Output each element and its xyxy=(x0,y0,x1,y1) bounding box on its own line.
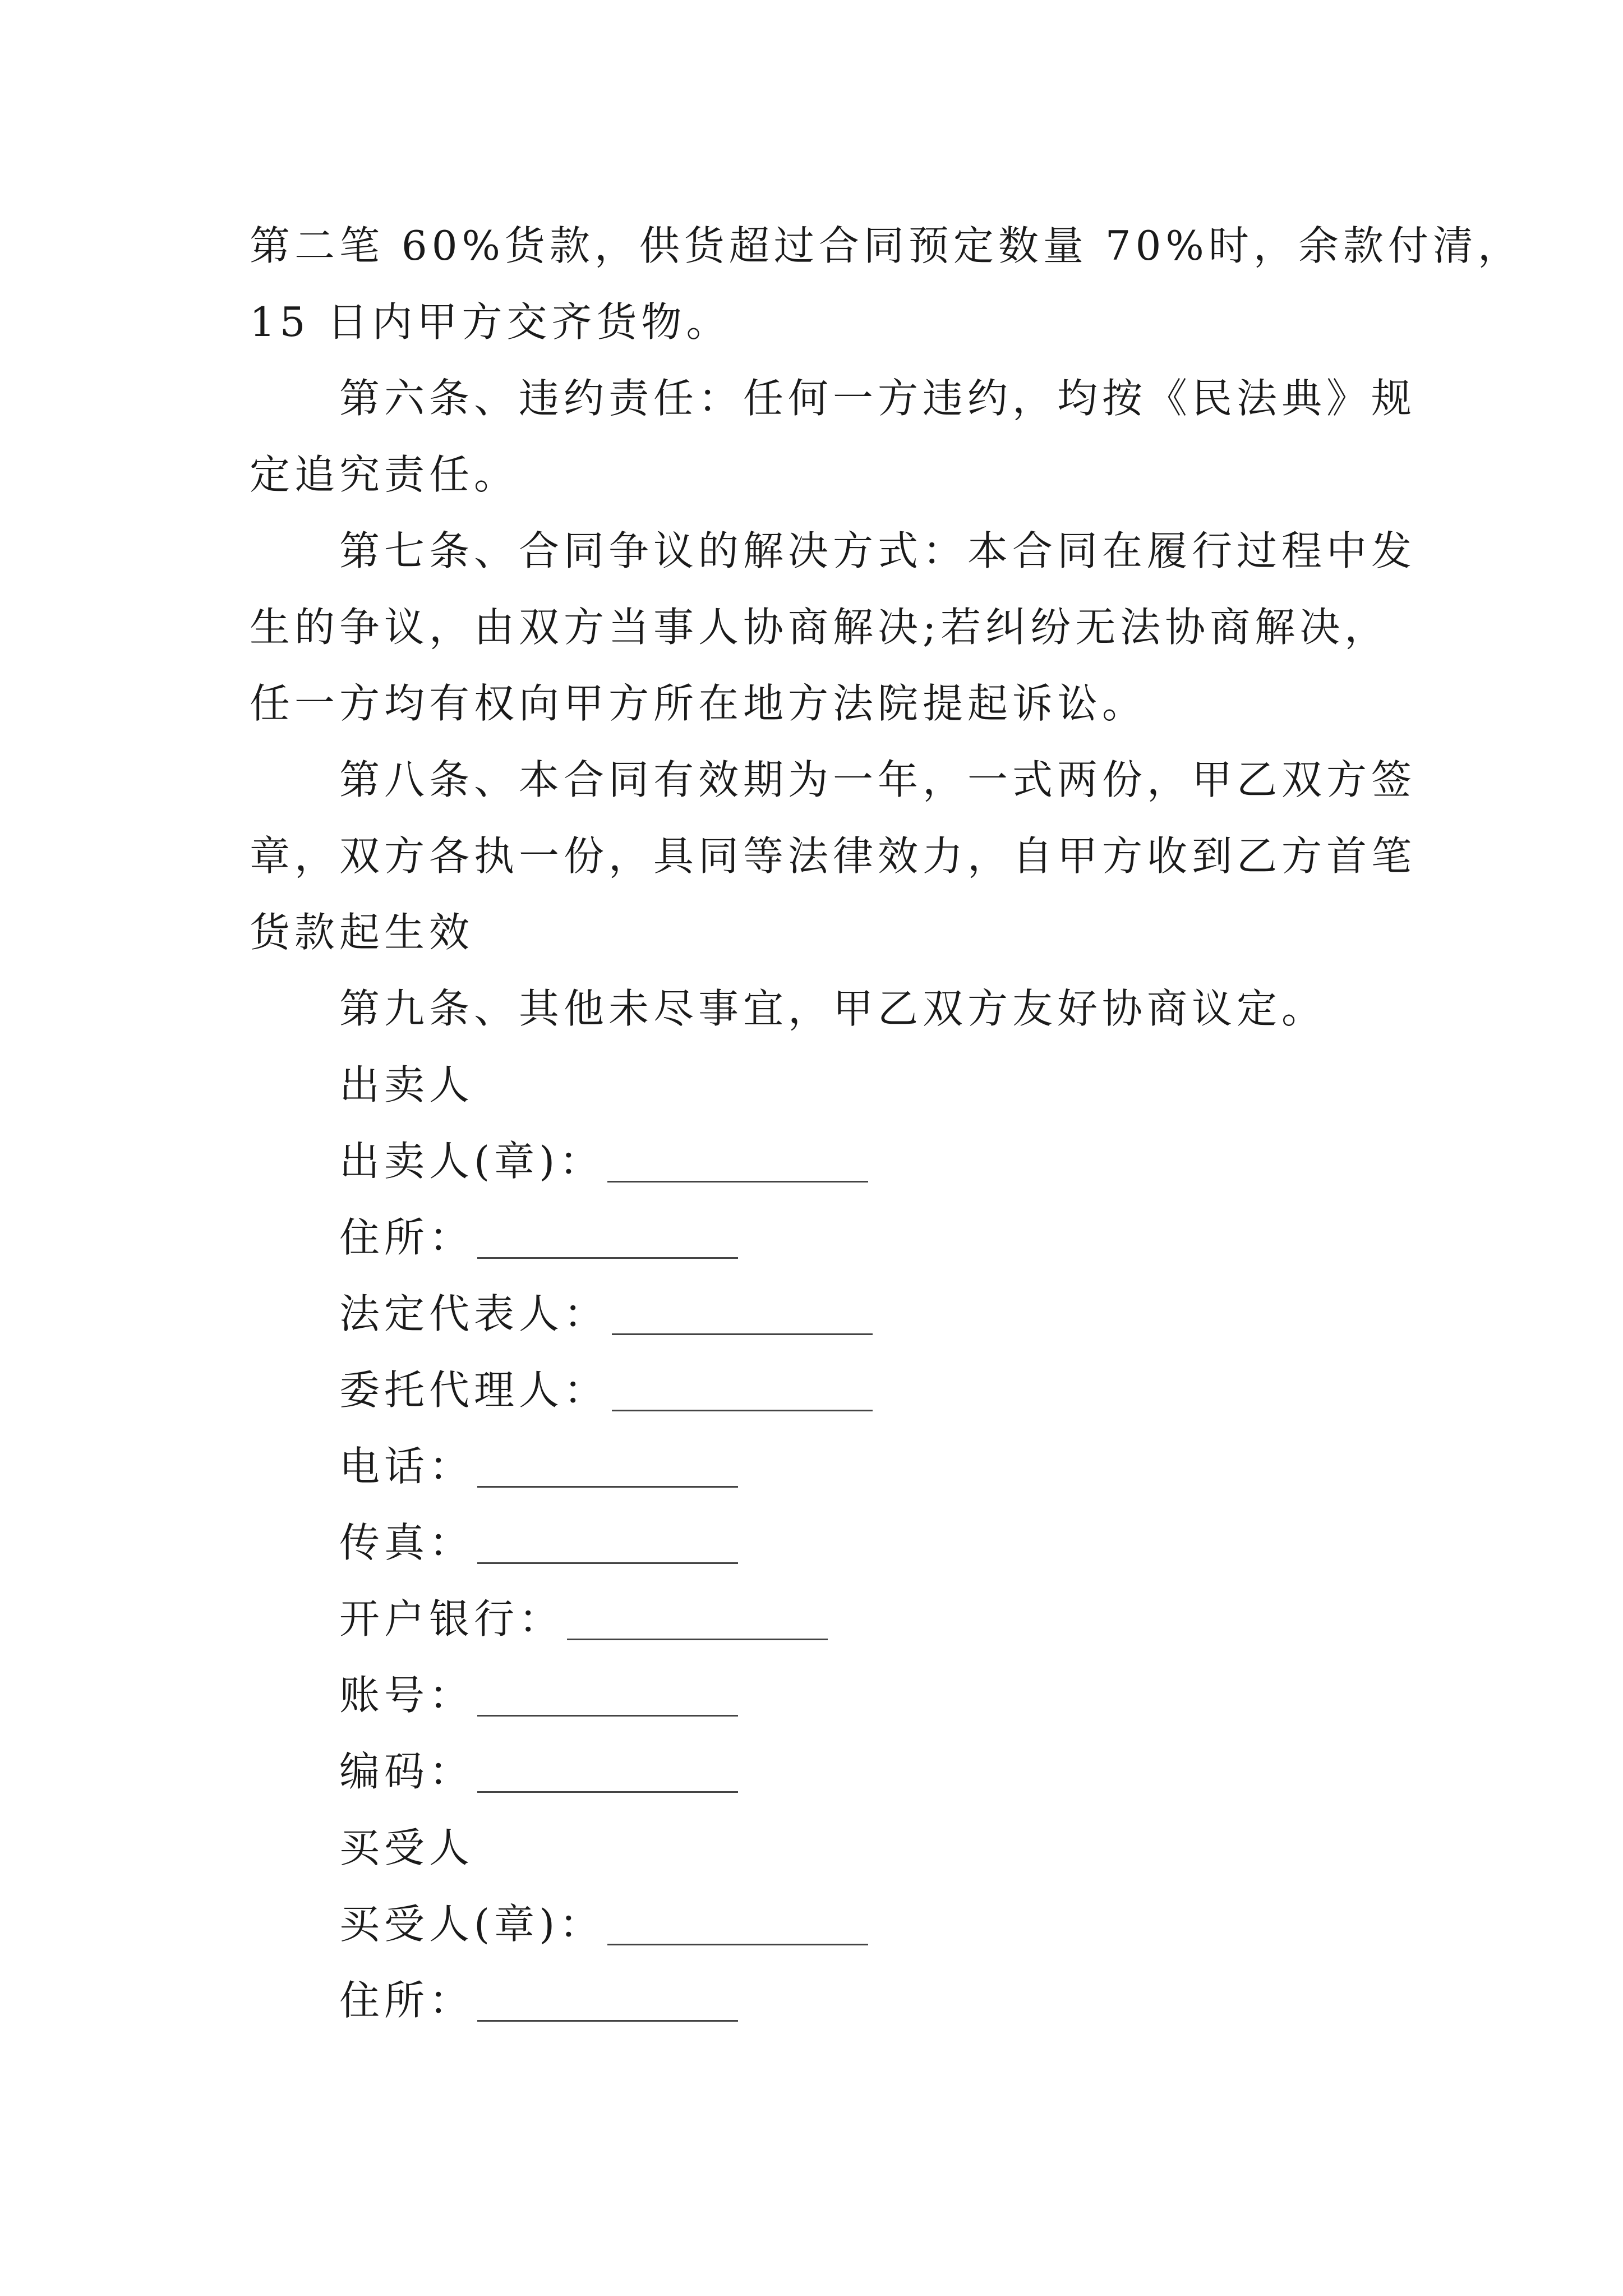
text-line: 第二笔 60%货款，供货超过合同预定数量 70%时，余款付清， xyxy=(250,222,1523,269)
fill-in-blank[interactable] xyxy=(477,1791,738,1793)
text-line: 第九条、其他未尽事宜，甲乙双方友好协商议定。 xyxy=(339,985,1327,1032)
text-line: 货款起生效 xyxy=(250,909,474,956)
fill-in-blank[interactable] xyxy=(477,1715,738,1717)
document-body xyxy=(250,208,1523,2039)
buyer-seal-field xyxy=(339,1886,1388,1962)
field-label: 出卖人(章)： xyxy=(339,1138,605,1185)
fill-in-blank[interactable] xyxy=(567,1639,828,1640)
seller-account-field xyxy=(339,1657,1388,1733)
fill-in-blank[interactable] xyxy=(477,1486,738,1488)
text-line: 第七条、合同争议的解决方式：本合同在履行过程中发 xyxy=(339,527,1417,574)
field-label: 买受人(章)： xyxy=(339,1901,605,1948)
fill-in-blank[interactable] xyxy=(607,1944,868,1945)
text-line: 章，双方各执一份，具同等法律效力，自甲方收到乙方首笔 xyxy=(250,832,1417,880)
text-line: 15 日内甲方交齐货物。 xyxy=(250,298,731,346)
field-label: 住所： xyxy=(339,1214,474,1261)
fill-in-blank[interactable] xyxy=(612,1410,873,1411)
paragraph-payment-terms xyxy=(250,208,1523,360)
field-label: 编码： xyxy=(339,1748,474,1795)
seller-bank-field xyxy=(339,1581,1388,1657)
article-9-other-matters xyxy=(250,970,1388,1047)
seller-postcode-field xyxy=(339,1733,1388,1810)
text-line: 第六条、违约责任：任何一方违约，均按《民法典》规 xyxy=(339,375,1417,422)
seller-phone-field xyxy=(339,1428,1388,1504)
text-line: 任一方均有权向甲方所在地方法院提起诉讼。 xyxy=(250,680,1147,727)
fill-in-blank[interactable] xyxy=(477,1562,738,1564)
field-label: 账号： xyxy=(339,1672,474,1719)
seller-agent-field xyxy=(339,1352,1388,1428)
article-6-breach-liability xyxy=(250,360,1417,513)
seller-heading: 出卖人 xyxy=(339,1061,474,1108)
field-label: 委托代理人： xyxy=(339,1366,609,1414)
text-line: 第八条、本合同有效期为一年，一式两份，甲乙双方签 xyxy=(339,756,1417,803)
field-label: 开户银行： xyxy=(339,1595,564,1642)
text-line: 生的争议，由双方当事人协商解决;若纠纷无法协商解决， xyxy=(250,604,1390,651)
field-label: 传真： xyxy=(339,1519,474,1566)
fill-in-blank[interactable] xyxy=(477,2020,738,2022)
fill-in-blank[interactable] xyxy=(607,1181,868,1182)
fill-in-blank[interactable] xyxy=(477,1257,738,1259)
text-line: 定追究责任。 xyxy=(250,451,519,498)
article-8-validity xyxy=(250,742,1417,970)
seller-legal-rep-field xyxy=(339,1276,1388,1352)
seller-fax-field xyxy=(339,1504,1388,1581)
buyer-heading: 买受人 xyxy=(339,1824,474,1871)
field-label: 法定代表人： xyxy=(339,1290,609,1337)
article-7-dispute-resolution xyxy=(250,513,1417,742)
field-label: 住所： xyxy=(339,1977,474,2024)
field-label: 电话： xyxy=(339,1443,474,1490)
seller-seal-field xyxy=(339,1123,1388,1199)
fill-in-blank[interactable] xyxy=(612,1333,873,1335)
buyer-address-field xyxy=(339,1962,1388,2039)
seller-address-field xyxy=(339,1199,1388,1276)
